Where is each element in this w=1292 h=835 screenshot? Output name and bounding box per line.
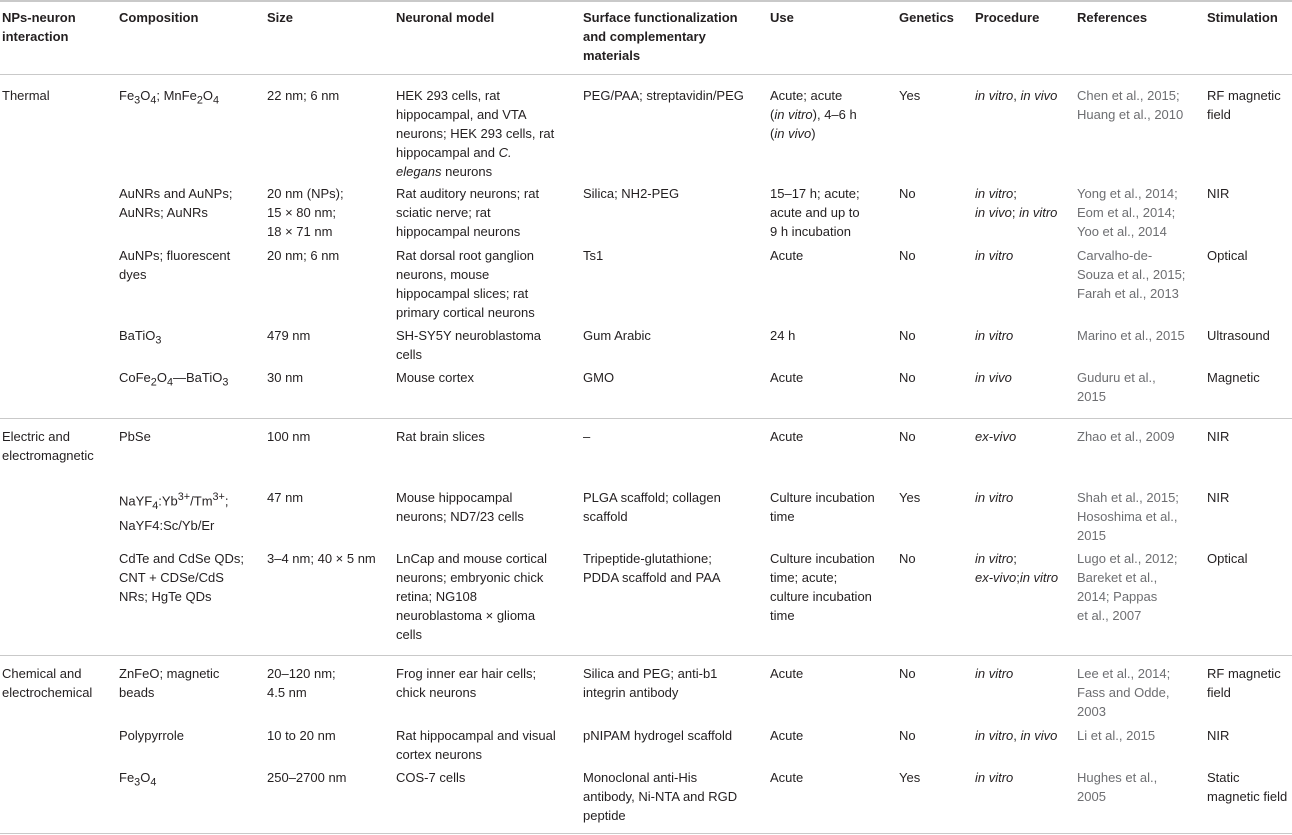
cell-procedure: in vitro [975,248,1014,263]
cell-references: Shah et al., 2015; Hososhima et al., 2015 [1077,490,1179,543]
header-size: Size [267,10,294,25]
cell-genetics: No [899,429,916,444]
cell-use: Culture incubation time [770,490,875,524]
cell-model: Rat dorsal root ganglion neurons, mouse hippocampal slices; rat primary cortical neurons [396,248,535,320]
cell-group: Thermal [2,88,50,103]
cell-stimulation: RF magnetic field [1207,666,1281,700]
cell-references: Chen et al., 2015; Huang et al., 2010 [1077,88,1184,122]
cell-procedure: in vitro [975,328,1014,343]
cell-use: 24 h [770,328,796,343]
header-composition: Composition [119,10,199,25]
cell-size: 47 nm [267,490,304,505]
cell-size: 22 nm; 6 nm [267,88,340,103]
cell-composition: CdTe and CdSe QDs; CNT + CDSe/CdS NRs; HgTe QDs [119,551,245,604]
cell-surface: Silica and PEG; anti-b1 integrin antibody [583,666,718,700]
cell-genetics: No [899,666,916,681]
cell-surface: – [583,429,591,444]
cell-surface: GMO [583,370,615,385]
cell-genetics: Yes [899,88,921,103]
cell-size: 3–4 nm; 40 × 5 nm [267,551,376,566]
cell-use: Acute; acute (in vitro), 4–6 h (in vivo) [770,88,857,141]
header-group: NPs-neuron interaction [2,10,76,44]
cell-references: Hughes et al., 2005 [1077,770,1158,804]
cell-use: Acute [770,728,804,743]
cell-model: Mouse cortex [396,370,475,385]
cell-group: Electric and electromagnetic [2,429,94,463]
cell-composition: Polypyrrole [119,728,185,743]
cell-genetics: No [899,248,916,263]
cell-composition: $Fe_3O_4$ [119,770,157,789]
cell-model: Rat hippocampal and visual cortex neurons [396,728,556,762]
cell-surface: Monoclonal anti-His antibody, Ni-NTA and RGD peptide [583,770,738,823]
cell-procedure: in vitro [975,490,1014,505]
cell-genetics: No [899,328,916,343]
cell-stimulation: Static magnetic field [1207,770,1288,804]
cell-use: Acute [770,248,804,263]
cell-stimulation: Ultrasound [1207,328,1270,343]
cell-size: 250–2700 nm [267,770,347,785]
bottom-rule [0,833,1292,834]
header-procedure: Procedure [975,10,1040,25]
cell-stimulation: Optical [1207,248,1248,263]
cell-model: Rat brain slices [396,429,485,444]
cell-size: 479 nm [267,328,311,343]
cell-procedure: in vitro; ex-vivo;in vitro [975,551,1059,585]
cell-size: 100 nm [267,429,311,444]
header-stimulation: Stimulation [1207,10,1278,25]
cell-references: Marino et al., 2015 [1077,328,1185,343]
cell-size: 20 nm (NPs); 15 × 80 nm; 18 × 71 nm [267,186,344,239]
cell-references: Zhao et al., 2009 [1077,429,1175,444]
cell-genetics: Yes [899,770,921,785]
cell-genetics: No [899,186,916,201]
cell-genetics: No [899,728,916,743]
cell-model: HEK 293 cells, rat hippocampal, and VTA neurons; HEK 293 cells, rat hippocampal and C. elegans neurons [396,88,555,179]
cell-references: Lee et al., 2014; Fass and Odde, 2003 [1077,666,1171,719]
cell-composition: AuNRs and AuNPs; AuNRs; AuNRs [119,186,233,220]
cell-size: 20–120 nm; 4.5 nm [267,666,336,700]
cell-stimulation: NIR [1207,186,1230,201]
cell-model: SH-SY5Y neuroblastoma cells [396,328,542,362]
cell-use: Acute [770,666,804,681]
cell-composition: ZnFeO; magnetic beads [119,666,220,700]
cell-references: Carvalho-de- Souza et al., 2015; Farah et al., 2013 [1077,248,1186,301]
cell-procedure: ex-vivo [975,429,1017,444]
cell-stimulation: Magnetic [1207,370,1260,385]
cell-references: Li et al., 2015 [1077,728,1156,743]
cell-size: 20 nm; 6 nm [267,248,340,263]
cell-references: Yong et al., 2014; Eom et al., 2014; Yoo et al., 2014 [1077,186,1178,239]
cell-stimulation: RF magnetic field [1207,88,1281,122]
top-rule [0,0,1292,2]
cell-surface: pNIPAM hydrogel scaffold [583,728,733,743]
cell-procedure: in vitro; in vivo; in vitro [975,186,1058,220]
cell-use: Culture incubation time; acute; culture incubation time [770,551,875,623]
cell-genetics: Yes [899,490,921,505]
cell-composition: $NaYF_4:Yb^{3+}/Tm^{3+}$; NaYF4:Sc/Yb/Er [119,491,229,533]
group-rule-chemical [0,655,1292,656]
cell-genetics: No [899,370,916,385]
cell-composition: PbSe [119,429,151,444]
cell-model: LnCap and mouse cortical neurons; embryonic chick retina; NG108 neuroblastoma × glioma cells [396,551,548,642]
header-surface: Surface functionalization and complementary materials [583,10,738,63]
cell-model: Frog inner ear hair cells; chick neurons [396,666,537,700]
cell-use: 15–17 h; acute; acute and up to 9 h incubation [770,186,860,239]
cell-stimulation: Optical [1207,551,1248,566]
cell-model: COS-7 cells [396,770,466,785]
cell-references: Guduru et al., 2015 [1077,370,1156,404]
header-model: Neuronal model [396,10,495,25]
cell-procedure: in vitro, in vivo [975,88,1058,103]
cell-stimulation: NIR [1207,429,1230,444]
header-use: Use [770,10,794,25]
cell-model: Mouse hippocampal neurons; ND7/23 cells [396,490,524,524]
cell-stimulation: NIR [1207,490,1230,505]
cell-procedure: in vivo [975,370,1012,385]
header-references: References [1077,10,1148,25]
cell-procedure: in vitro [975,666,1014,681]
cell-references: Lugo et al., 2012; Bareket et al., 2014; Pappas et al., 2007 [1077,551,1178,623]
header-genetics: Genetics [899,10,954,25]
cell-size: 10 to 20 nm [267,728,336,743]
cell-procedure: in vitro [975,770,1014,785]
cell-composition: $Fe_3O_4$; $MnFe_2O_4$ [119,88,220,107]
cell-surface: Tripeptide-glutathione; PDDA scaffold and PAA [583,551,721,585]
cell-surface: PEG/PAA; streptavidin/PEG [583,88,744,103]
group-rule-electric [0,418,1292,419]
cell-procedure: in vitro, in vivo [975,728,1058,743]
cell-genetics: No [899,551,916,566]
cell-surface: Silica; NH2-PEG [583,186,680,201]
cell-composition: $CoFe_2O_4—BaTiO_3$ [119,370,229,389]
cell-surface: Ts1 [583,248,604,263]
cell-use: Acute [770,370,804,385]
cell-composition: AuNPs; fluorescent dyes [119,248,231,282]
cell-use: Acute [770,429,804,444]
cell-stimulation: NIR [1207,728,1230,743]
cell-use: Acute [770,770,804,785]
cell-surface: PLGA scaffold; collagen scaffold [583,490,721,524]
cell-size: 30 nm [267,370,304,385]
cell-surface: Gum Arabic [583,328,651,343]
cell-group: Chemical and electrochemical [2,666,93,700]
header-rule [0,74,1292,75]
cell-model: Rat auditory neurons; rat sciatic nerve; rat hippocampal neurons [396,186,540,239]
cell-composition: BaTiO$_3$ [119,328,162,347]
